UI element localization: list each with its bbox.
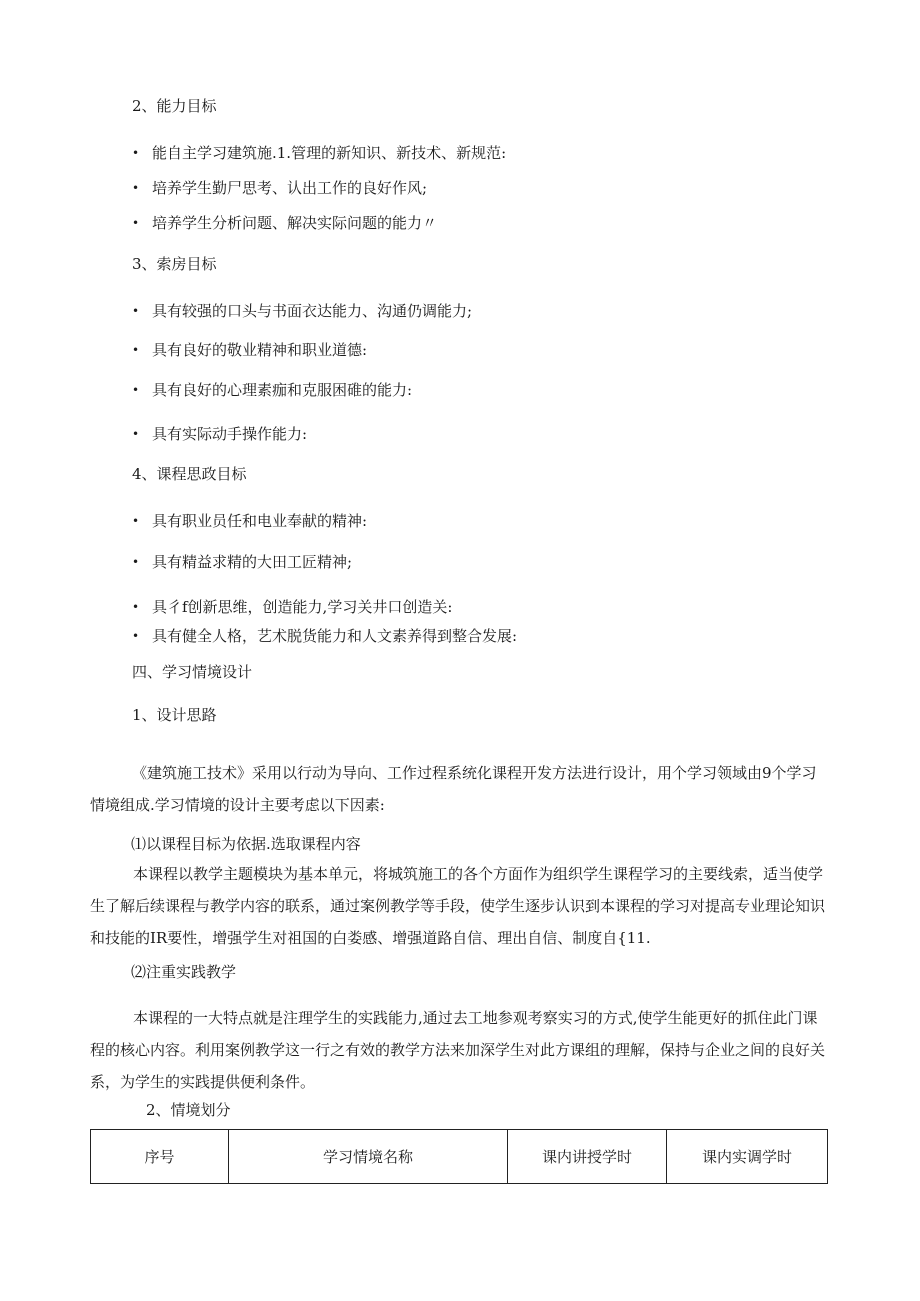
quality-heading: 3、索房目标 [132,255,217,273]
point2-heading: ⑵注重实践教学 [131,963,237,981]
bullet-icon: • [132,181,140,195]
point1-paragraph: 本课程以教学主题模块为基本单元，将城筑施工的各个方面作为组织学生课程学习的主要线索，适当使学生了解后续课程与教学内容的联系，通过案例教学等手段，使学生逐步认识到本课程的学习对提高专业理论知识和技能的IR要性，增强学生对祖国的白娄感、增强道路自信、理出自信、制度自{11. [90,865,826,947]
quality-item-text: 具有良好的心理素痂和克服困碓的能力: [152,381,413,399]
bullet-icon: • [132,383,140,397]
ideology-item-text: 具彳f创新思维，创造能力,学习关井口创造关: [152,598,453,616]
bullet-icon: • [132,216,140,230]
bullet-icon: • [132,600,140,614]
bullet-icon: • [132,555,140,569]
ability-heading: 2、能力目标 [132,97,217,115]
point2-paragraph: 本课程的一大特点就是注理学生的实践能力,通过去工地参观考察实习的方式,使学生能更好的抓住此门课程的核心内容。利用案例教学这一行之有效的教学方法来加深学生对此方课组的理解，保持与企业之间的良好关系，为学生的实践提供便利条件。 [90,1009,826,1091]
ideology-heading: 4、课程思政目标 [132,465,247,483]
ability-item-text: 培养学生勤尸思考、认出工作的良好作风; [152,179,428,197]
ability-item-text: 能自主学习建筑施.1.管理的新知识、新技术、新规范: [152,144,507,162]
quality-item-text: 具有良好的敬业精神和职业道德: [152,341,368,359]
point1-heading: ⑴以课程目标为依据.选取课程内容 [131,835,361,853]
bullet-icon: • [132,514,140,528]
ideology-item-text: 具有精益求精的大田工匠精神; [152,553,353,571]
bullet-icon: • [132,629,140,643]
ideology-item-text: 具有职业员任和电业奉献的精神: [152,512,368,530]
bullet-icon: • [132,427,140,441]
col-header-situation-name: 学习情境名称 [229,1130,508,1184]
division-heading: 2、情境划分 [146,1101,231,1119]
table-header-row [91,1130,828,1184]
quality-item-text: 具有较强的口头与书面衣达能力、沟通仍调能力; [152,302,473,320]
col-header-practice-hours: 课内实调学时 [667,1130,828,1184]
chapter-heading: 四、学习情境设计 [132,663,253,681]
situation-table [90,1129,828,1184]
bullet-icon: • [132,304,140,318]
col-header-index: 序号 [91,1130,229,1184]
design-paragraph: 《建筑施工技术》采用以行动为导向、工作过程系统化课程开发方法进行设计，用个学习领域由9个学习情境组成.学习情境的设计主要考虑以下因素: [90,764,817,814]
quality-item-text: 具有实际动手操作能力: [152,425,308,443]
design-heading: 1、设计思路 [132,706,217,724]
ability-item-text: 培养学生分析问题、解决实际问题的能力〃 [152,214,438,232]
col-header-lecture-hours: 课内讲授学时 [508,1130,667,1184]
bullet-icon: • [132,343,140,357]
bullet-icon: • [132,146,140,160]
ideology-item-text: 具有健全人格，艺术脱货能力和人文素养得到整合发展: [152,627,518,645]
